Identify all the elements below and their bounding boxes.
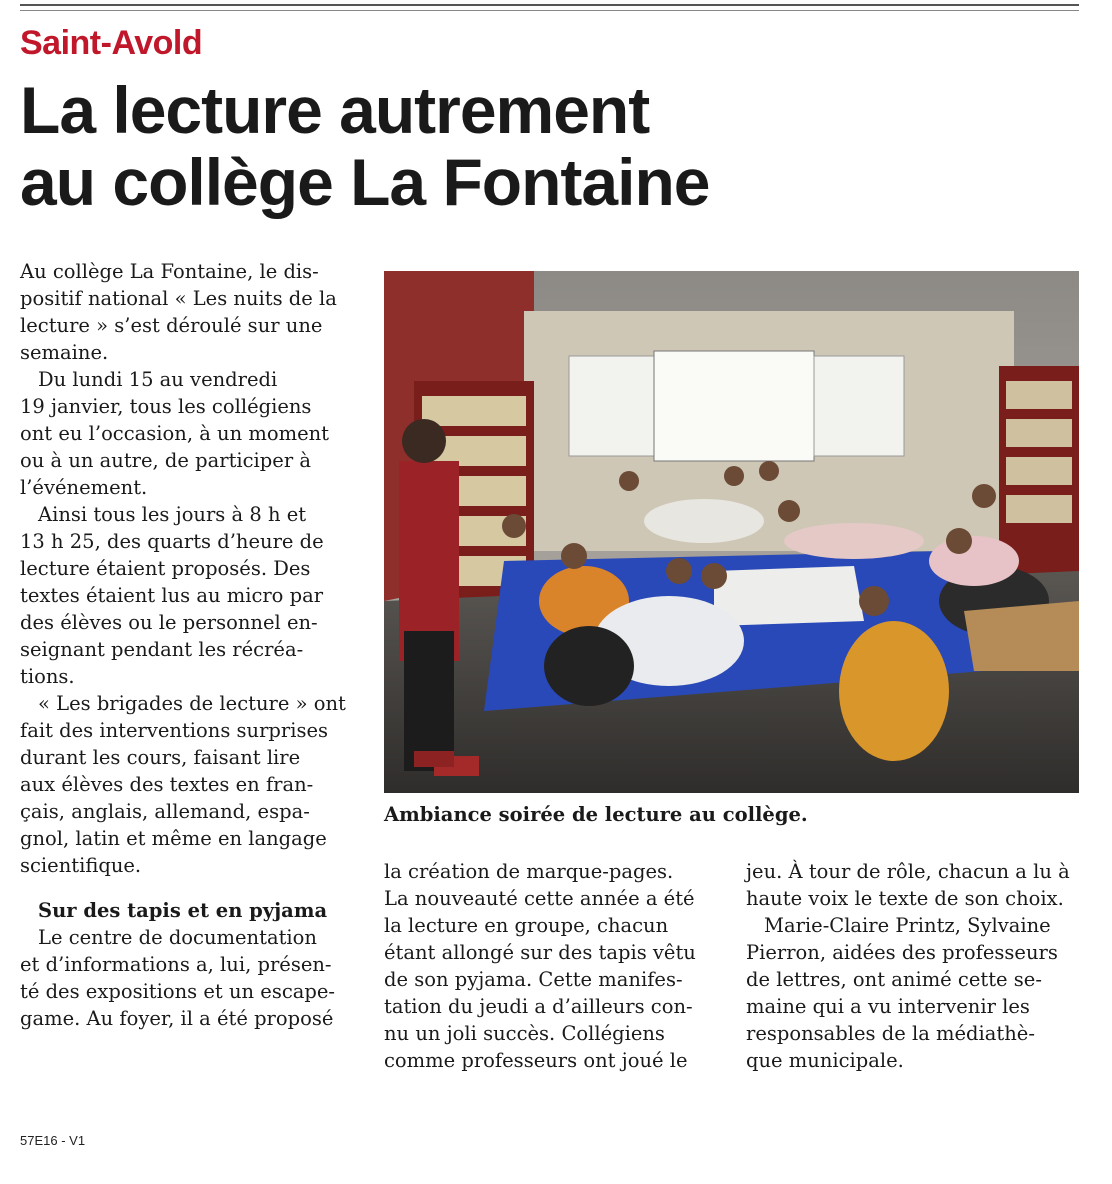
top-rule — [20, 4, 1079, 6]
text-line: Le centre de documentation — [38, 926, 317, 949]
top-rule-thin — [20, 10, 1079, 11]
subheading: Sur des tapis et en pyjama — [38, 899, 328, 922]
text-line: La nouveauté cette année a été — [384, 887, 695, 910]
paragraph-6 — [384, 858, 716, 1074]
text-line: lecture » s’est déroulé sur une — [20, 314, 323, 337]
text-line: et d’informations a, lui, présen- — [20, 953, 332, 976]
text-line: scientifique. — [20, 854, 142, 877]
paragraph-4 — [20, 690, 352, 879]
text-line: seignant pendant les récréa- — [20, 638, 304, 661]
text-line: çais, anglais, allemand, espa- — [20, 800, 310, 823]
text-line: étant allongé sur des tapis vêtu — [384, 941, 696, 964]
text-line: aux élèves des textes en fran- — [20, 773, 314, 796]
paragraph-7 — [746, 858, 1080, 912]
text-line: haute voix le texte de son choix. — [746, 887, 1064, 910]
text-line: game. Au foyer, il a été proposé — [20, 1007, 334, 1030]
page-code: 57E16 - V1 — [20, 1133, 86, 1148]
text-line: 19 janvier, tous les collégiens — [20, 395, 312, 418]
paragraph-1 — [20, 258, 352, 366]
text-line: té des expositions et un escape- — [20, 980, 335, 1003]
text-line: de son pyjama. Cette manifes- — [384, 968, 683, 991]
article-column-3 — [746, 858, 1080, 1074]
text-line: positif national « Les nuits de la — [20, 287, 337, 310]
paragraph-3 — [20, 501, 352, 690]
photo-icon — [384, 271, 1079, 793]
text-line: fait des interventions surprises — [20, 719, 329, 742]
text-line: 13 h 25, des quarts d’heure de — [20, 530, 324, 553]
paragraph-5 — [20, 924, 352, 1032]
text-line: gnol, latin et même en langage — [20, 827, 327, 850]
text-line: nu un joli succès. Collégiens — [384, 1022, 665, 1045]
text-line: Ainsi tous les jours à 8 h et — [38, 503, 307, 526]
headline — [20, 74, 1080, 218]
text-line: Au collège La Fontaine, le dis- — [20, 260, 319, 283]
headline-line-1: La lecture autrement — [20, 73, 650, 147]
text-line: Marie-Claire Printz, Sylvaine — [764, 914, 1051, 937]
text-line: ou à un autre, de participer à — [20, 449, 311, 472]
photo-caption: Ambiance soirée de lecture au collège. — [384, 803, 808, 826]
text-line: comme professeurs ont joué le — [384, 1049, 688, 1072]
headline-line-2: au collège La Fontaine — [20, 145, 710, 219]
text-line: l’événement. — [20, 476, 148, 499]
text-line: « Les brigades de lecture » ont — [38, 692, 346, 715]
text-line: la lecture en groupe, chacun — [384, 914, 669, 937]
text-line: semaine. — [20, 341, 109, 364]
text-line: des élèves ou le personnel en- — [20, 611, 318, 634]
text-line: responsables de la médiathè- — [746, 1022, 1035, 1045]
text-line: Du lundi 15 au vendredi — [38, 368, 278, 391]
text-line: tation du jeudi a d’ailleurs con- — [384, 995, 693, 1018]
text-line: que municipale. — [746, 1049, 904, 1072]
article-photo — [384, 271, 1079, 793]
text-line: lecture étaient proposés. Des — [20, 557, 311, 580]
text-line: ont eu l’occasion, à un moment — [20, 422, 330, 445]
text-line: jeu. À tour de rôle, chacun a lu à — [746, 860, 1070, 883]
text-line: de lettres, ont animé cette se- — [746, 968, 1042, 991]
text-line: Pierron, aidées des professeurs — [746, 941, 1058, 964]
text-line: textes étaient lus au micro par — [20, 584, 324, 607]
text-line: la création de marque-pages. — [384, 860, 674, 883]
text-line: durant les cours, faisant lire — [20, 746, 301, 769]
article-column-1 — [20, 258, 352, 1032]
article-column-2 — [384, 858, 716, 1074]
text-line: tions. — [20, 665, 75, 688]
paragraph-8 — [746, 912, 1080, 1074]
kicker-location: Saint-Avold — [20, 24, 203, 62]
text-line: maine qui a vu intervenir les — [746, 995, 1030, 1018]
paragraph-2 — [20, 366, 352, 501]
